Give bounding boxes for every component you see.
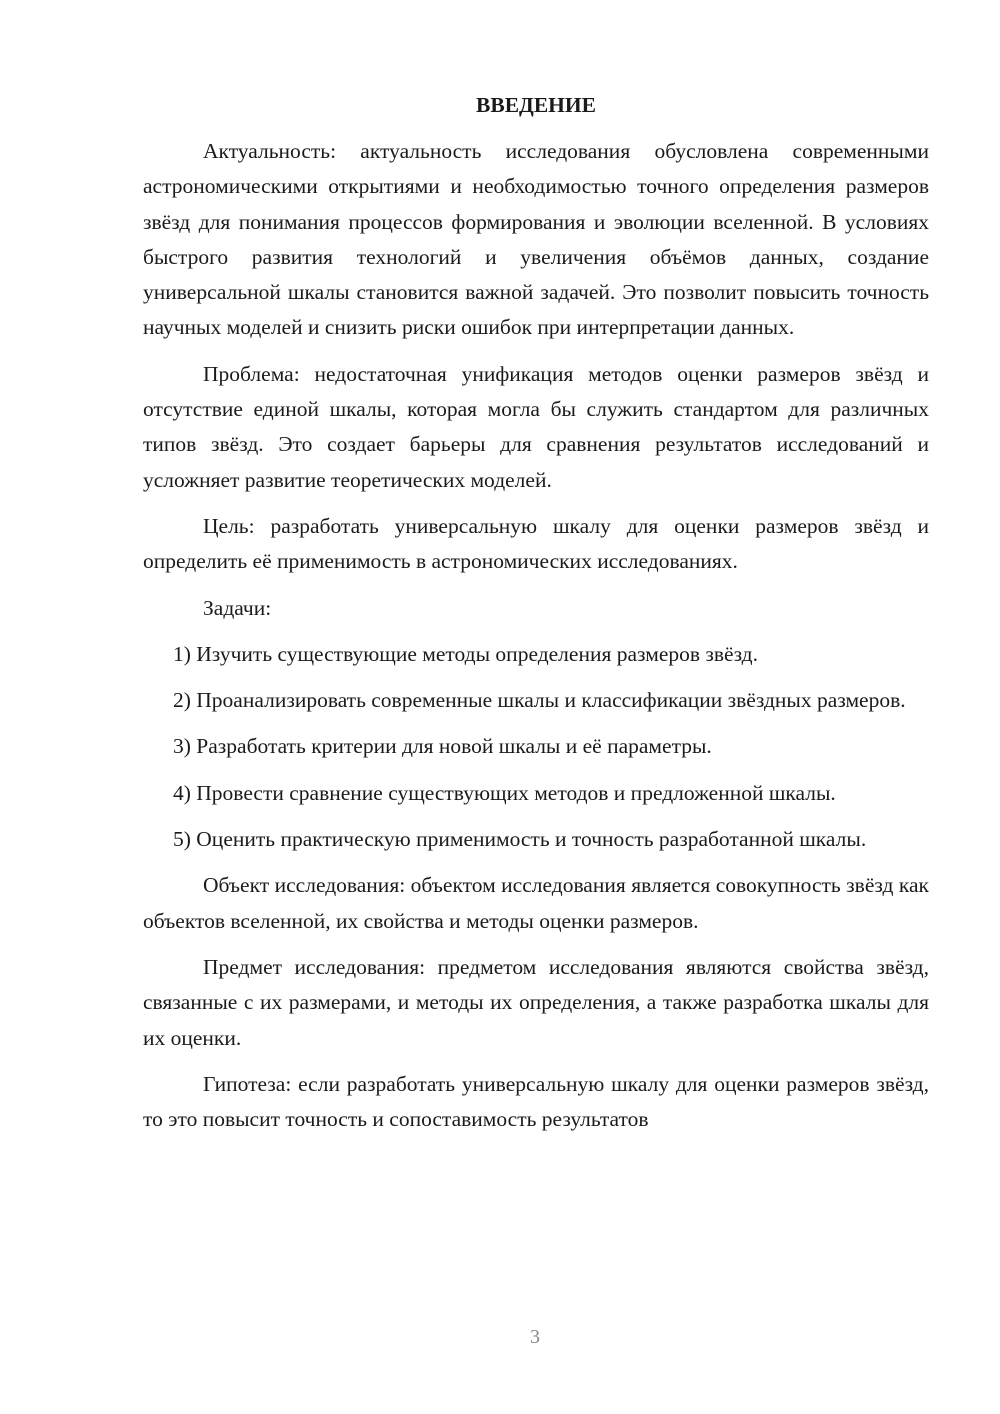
paragraph-subject: Предмет исследования: предметом исследования являются свойства звёзд, связанные с их размерами, и методы их определения, а также разработка шкалы для их оценки. — [143, 954, 929, 1050]
paragraph-problem: Проблема: недостаточная унификация методов оценки размеров звёзд и отсутствие единой шкалы, которая могла бы служить стандартом для различных типов звёзд. Это создает барьеры для сравнения результатов исследований и усложняет развитие теоретических моделей. — [143, 361, 929, 492]
page-content — [143, 88, 929, 1137]
section-title: ВВЕДЕНИЕ — [476, 93, 596, 117]
task-item-2: 2) Проанализировать современные шкалы и классификации звёздных размеров. — [173, 688, 906, 713]
tasks-heading: Задачи: — [203, 595, 272, 620]
task-item-4: 4) Провести сравнение существующих методов и предложенной шкалы. — [173, 780, 836, 805]
page-number: 3 — [530, 1326, 540, 1348]
task-item-1: 1) Изучить существующие методы определения размеров звёзд. — [173, 641, 758, 666]
task-item-3: 3) Разработать критерии для новой шкалы и её параметры. — [173, 734, 712, 759]
paragraph-object: Объект исследования: объектом исследования является совокупность звёзд как объектов вселенной, их свойства и методы оценки размеров. — [143, 873, 929, 933]
paragraph-goal: Цель: разработать универсальную шкалу для оценки размеров звёзд и определить её применимость в астрономических исследованиях. — [143, 513, 929, 574]
paragraph-hypothesis: Гипотеза: если разработать универсальную шкалу для оценки размеров звёзд, то это повысит точность и сопоставимость результатов — [143, 1071, 929, 1132]
task-item-5: 5) Оценить практическую применимость и точность разработанной шкалы. — [173, 827, 867, 852]
paragraph-relevance: Актуальность: актуальность исследования обусловлена современными астрономическими открытиями и необходимостью точного определения размеров звёзд для понимания процессов формирования и эволюции вселенной. В условиях быстрого развития технологий и увеличения объёмов данных, создание универсальной шкалы становится важной задачей. Это позволит повысить точность научных моделей и снизить риски ошибок при интерпретации данных. — [143, 139, 929, 340]
